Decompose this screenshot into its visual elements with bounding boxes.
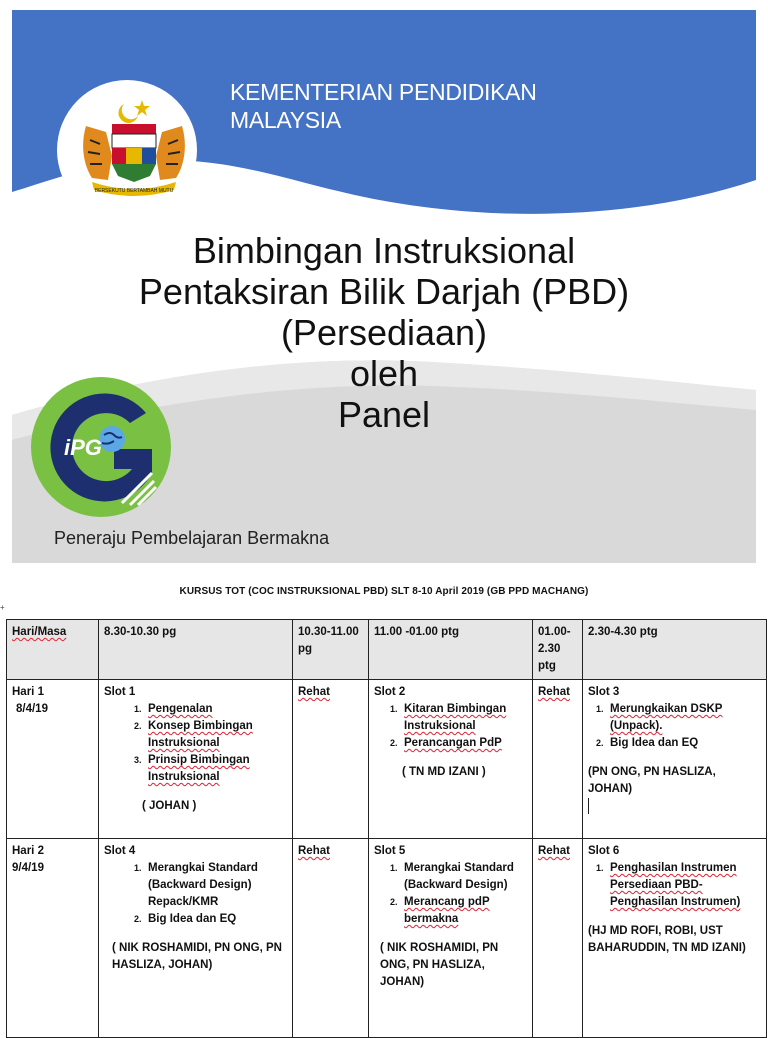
slot-title: Slot 1 (104, 686, 136, 698)
slot-cell (583, 839, 767, 1038)
day-date: 9/4/19 (12, 862, 44, 874)
header-cell: 01.00-2.30 ptg (533, 620, 583, 680)
slot-title: Slot 6 (588, 845, 620, 857)
ministry-name (230, 78, 537, 134)
title-line-5: Panel (337, 394, 431, 435)
slot-items (104, 701, 287, 786)
title-line-4: oleh (349, 353, 419, 394)
table-row (7, 839, 767, 1038)
day-cell (7, 839, 99, 1038)
table-move-handle[interactable]: + (0, 603, 5, 612)
slot-title: Slot 4 (104, 845, 136, 857)
break-cell: Rehat (293, 839, 369, 1038)
slide-tagline: Peneraju Pembelajaran Bermakna (54, 528, 330, 548)
list-item: 2. Merancang pdP bermakna (400, 894, 527, 928)
list-item: 3. Prinsip Bimbingan Instruksional (144, 752, 287, 786)
slot-cell (99, 680, 293, 839)
slot-items (374, 860, 527, 928)
list-item: 2. Konsep Bimbingan Instruksional (144, 718, 287, 752)
slot-title: Slot 2 (374, 686, 406, 698)
day-label: Hari 1 (12, 686, 44, 698)
slot-cell (99, 839, 293, 1038)
malaysia-coat-of-arms-logo (78, 96, 190, 205)
schedule-table (6, 619, 767, 1038)
list-item: 1. Merangkai Standard (Backward Design) Repack/KMR (144, 860, 287, 911)
list-item: 1. Merungkaikan DSKP (Unpack). (606, 701, 761, 735)
list-item: 2. Big Idea dan EQ (606, 735, 761, 752)
break-cell: Rehat (293, 680, 369, 839)
slot-items (104, 860, 287, 928)
slot-title: Slot 3 (588, 686, 620, 698)
header-cell: 10.30-11.00 pg (293, 620, 369, 680)
day-cell (7, 680, 99, 839)
day-label: Hari 2 (12, 845, 44, 857)
slot-presenters: ( JOHAN ) (142, 800, 197, 812)
header-cell: 11.00 -01.00 ptg (369, 620, 533, 680)
day-date: 8/4/19 (16, 703, 48, 715)
slot-items (374, 701, 527, 752)
list-item: 1. Pengenalan (144, 701, 287, 718)
ministry-line-1: KEMENTERIAN PENDIDIKAN (230, 79, 537, 105)
slot-presenters: ( NIK ROSHAMIDI, PN ONG, PN HASLIZA, JOHAN) (112, 942, 282, 971)
slot-cell (369, 680, 533, 839)
list-item: 1. Kitaran Bimbingan Instruksional (400, 701, 527, 735)
slot-cell (583, 680, 767, 839)
slot-title: Slot 5 (374, 845, 406, 857)
svg-text:BERSEKUTU BERTAMBAH MUTU: BERSEKUTU BERTAMBAH MUTU (94, 188, 174, 194)
slot-presenters: ( TN MD IZANI ) (402, 766, 486, 778)
title-line-3: (Persediaan) (280, 312, 488, 353)
header-cell: 8.30-10.30 pg (99, 620, 293, 680)
text-cursor (588, 798, 589, 814)
table-header-row (7, 620, 767, 680)
header-cell: 2.30-4.30 ptg (583, 620, 767, 680)
slot-items (588, 701, 761, 752)
list-item: 1. Penghasilan Instrumen Persediaan PBD-Penghasilan Instrumen) (606, 860, 761, 911)
slot-presenters: ( NIK ROSHAMIDI, PN ONG, PN HASLIZA, JOHAN) (380, 942, 499, 988)
title-line-2: Pentaksiran Bilik Darjah (PBD) (138, 271, 630, 312)
ministry-line-2: MALAYSIA (230, 107, 341, 133)
break-cell: Rehat (533, 839, 583, 1038)
table-row (7, 680, 767, 839)
slot-presenters: (HJ MD ROFI, ROBI, UST BAHARUDDIN, TN MD IZANI) (588, 925, 746, 954)
slot-cell (369, 839, 533, 1038)
slot-presenters: (PN ONG, PN HASLIZA, JOHAN) (588, 766, 716, 795)
list-item: 2. Perancangan PdP (400, 735, 527, 752)
title-slide-image (12, 10, 756, 563)
course-title: KURSUS TOT (COC INSTRUKSIONAL PBD) SLT 8-10 April 2019 (GB PPD MACHANG) (179, 586, 589, 597)
list-item: 1. Merangkai Standard (Backward Design) (400, 860, 527, 894)
svg-text:iPG: iPG (64, 435, 102, 460)
title-line-1: Bimbingan Instruksional (192, 230, 576, 271)
list-item: 2. Big Idea dan EQ (144, 911, 287, 928)
break-cell: Rehat (533, 680, 583, 839)
header-cell: Hari/Masa (7, 620, 99, 680)
slot-items (588, 860, 761, 911)
ipg-logo (26, 377, 176, 532)
